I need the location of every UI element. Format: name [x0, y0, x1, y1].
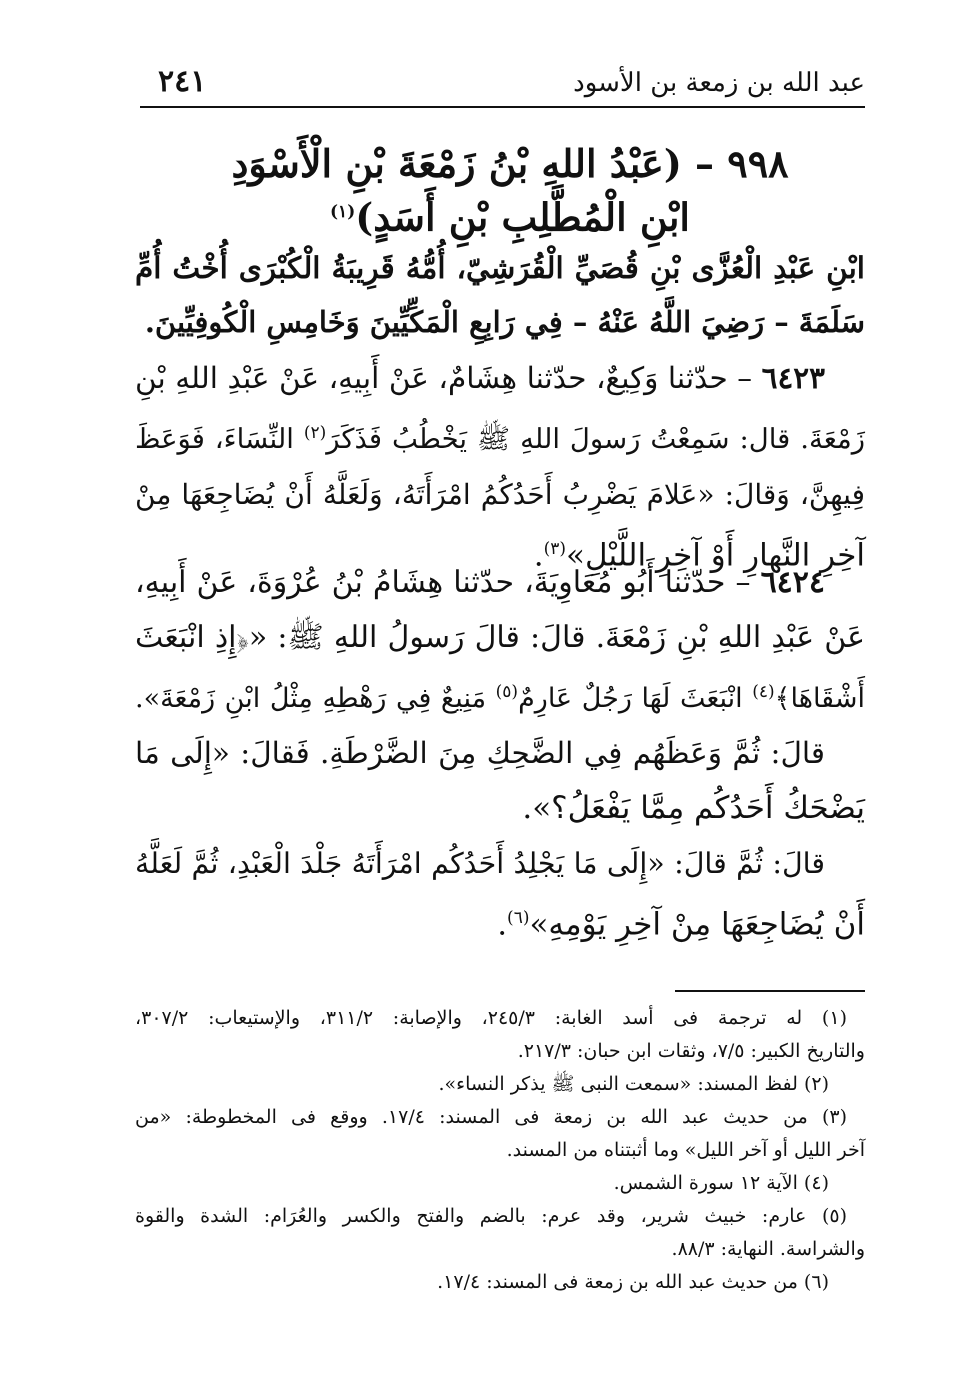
- entry-title-line-1: ٩٩٨ – (عَبْدُ اللهِ بْنُ زَمْعَةَ بْنِ الْأَسْوَدِ: [231, 141, 789, 186]
- header-title: عبد الله بن زمعة بن الأسود: [573, 68, 865, 98]
- footnote-ref-4: (٤): [752, 682, 775, 702]
- footnote-5-line-2: والشراسة. النهاية: ٨٨/٣.: [671, 1238, 865, 1260]
- footnote-2-line-1: (٢) لفظ المسند: «سمعت النبى ﷺ يذكر النساء».: [438, 1073, 829, 1095]
- hadith-6423-line-2: [135, 406, 865, 467]
- hadith-6424-line-5: يَضْحَكُ أَحَدُكُم مِمَّا يَفْعَلُ؟».: [522, 790, 865, 826]
- footnote-6: [135, 1266, 865, 1299]
- footnote-ref-1: (١): [330, 202, 356, 222]
- hadith-6424-line-7: أَنْ يُضَاجِعَهَا مِنْ آخِرِ يَوْمِهِ»$^{(٦)}$.: [497, 906, 865, 943]
- footnote-ref-5: (٥): [495, 682, 519, 702]
- hadith-6423-line-1-text: – حدّثنا وَكِيعٌ، حدّثنا هِشَامٌ، عَنْ أَبِيهِ، عَنْ عَبْدِ اللهِ بْنِ: [135, 361, 753, 395]
- hadith-6423-line-3: فِيهِنَّ، وَقالَ: «عَلامَ يَضْرِبُ أَحَدُكُمُ امْرَأَتَهُ، وَلَعَلَّهُ أَنْ يُضَاجِعَهَا مِنْ: [135, 478, 865, 512]
- hadith-6423-line-1: [135, 350, 865, 406]
- hadith-6423-line-2a: زَمْعَةَ. قال: سَمِعْتُ رَسولَ اللهِ ﷺ يَخْطُبُ فَذَكَرَ: [326, 423, 865, 456]
- entry-intro-line-2: سَلَمَةَ – رَضِيَ اللَّهُ عَنْهُ – فِي رَابِعِ الْمَكِّيِّينَ وَخَامِسِ الْكُوفِيِّينَ.: [144, 305, 865, 339]
- hadith-6424-line-3: [135, 665, 865, 726]
- entry-intro-line-1: ابْنِ عَبْدِ الْعُزَّى بْنِ قُصَيِّ الْقُرَشِيّ، أُمُّهُ قَرِيبَةُ الْكُبْرَى أُخْتُ أُمِّ: [135, 250, 865, 285]
- footnote-1-line-1: (١) له ترجمة فى أسد الغابة: ٢٤٥/٣، والإصابة: ٣١١/٢، والإستيعاب: ٣٠٧/٢،: [135, 1007, 847, 1029]
- footnote-4: [135, 1167, 865, 1200]
- footnote-ref-3: (٣): [543, 539, 566, 560]
- hadith-6424-line-3b: انْبَعَثَ لَهَا رَجُلٌ عَارِمٌ: [518, 683, 743, 714]
- footnote-2: [135, 1068, 865, 1101]
- footnote-3-line-1: (٣) من حديث عبد الله بن زمعة فى المسند: ١٧/٤. ووقع فى المخطوطة: «من: [135, 1106, 847, 1128]
- hadith-6424-line-7-text: أَنْ يُضَاجِعَهَا مِنْ آخِرِ يَوْمِهِ»: [529, 906, 865, 943]
- hadith-6424-line-1-text: – حدّثنا أَبُو مُعَاوِيَةَ، حدّثنا هِشَامُ بْنُ عُرْوَةَ، عَنْ أَبِيهِ،: [135, 565, 751, 600]
- footnote-5: [135, 1200, 865, 1266]
- hadith-6424-line-3c: مَنِيعٌ فِي رَهْطِهِ مِثْلُ ابْنِ زَمْعَةَ».: [135, 683, 487, 714]
- hadith-6423: [135, 350, 865, 583]
- hadith-6424-line-2: عَنْ عَبْدِ اللهِ بْنِ زَمْعَةَ. قالَ: قالَ رَسولُ اللهِ ﷺ: «﴿إِذِ انْبَعَثَ: [135, 620, 865, 655]
- hadith-6424-line-4: قالَ: ثُمَّ وَعَظَهُم فِي الضَّحِكِ مِنَ الضَّرْطَةِ. فَقالَ: «إِلَى مَا: [135, 736, 825, 770]
- footnote-4-line-1: (٤) الآية ١٢ سورة الشمس.: [613, 1172, 829, 1194]
- footnote-divider: [675, 990, 865, 992]
- hadith-6424-number: ٦٤٢٤: [760, 565, 826, 600]
- entry-title-line-2: [160, 188, 860, 242]
- footnote-1-line-2: والتاريخ الكبير: ٧/٥، وثقات ابن حبان: ٢١٧/٣.: [517, 1040, 865, 1062]
- hadith-6423-line-4: آخِرِ النَّهارِ أَوْ آخِرِ اللَّيْلِ»$^{(٣)}$.: [533, 537, 865, 574]
- footnote-3: [135, 1101, 865, 1167]
- footnote-3-line-2: آخر الليل أو آخر الليل» وما أثبتناه من المسند.: [506, 1139, 865, 1161]
- page-number: ٢٤١: [158, 64, 207, 99]
- footnote-6-line-1: (٦) من حديث عبد الله بن زمعة فى المسند: ١٧/٤.: [437, 1271, 829, 1293]
- footnote-ref-2: (٢): [303, 423, 327, 443]
- hadith-6424-line-1: [135, 555, 865, 610]
- entry-intro: [135, 240, 865, 350]
- running-header: [140, 62, 865, 108]
- hadith-6423-number: ٦٤٢٣: [761, 360, 825, 395]
- hadith-6424-line-6: قالَ: ثُمَّ قالَ: «إِلَى مَا يَجْلِدُ أَحَدُكُم امْرَأَتَهُ جَلْدَ الْعَبْدِ، ثُمَّ لَعَلَّهُ: [135, 847, 825, 880]
- hadith-6423-line-2b: النِّسَاءَ، فَوَعَظَ: [135, 423, 294, 456]
- hadith-6424: [135, 555, 865, 952]
- footnote-ref-6: (٦): [507, 908, 530, 928]
- entry-title-line-2-text: ابْنِ الْمُطَّلِبِ بْنِ أَسَدٍ): [355, 194, 690, 240]
- footnote-5-line-1: (٥) عارم: خبيث شرير، وقد عرم: بالضم والفتح والكسر والعُرَام: الشدة والقوة: [135, 1205, 847, 1227]
- footnotes: [135, 1002, 865, 1299]
- hadith-6424-line-3a: أَشْقَاهَا﴾: [774, 683, 865, 714]
- footnote-1: [135, 1002, 865, 1068]
- hadith-6423-line-4-text: آخِرِ النَّهارِ أَوْ آخِرِ اللَّيْلِ»: [566, 537, 865, 574]
- entry-title: [160, 140, 860, 242]
